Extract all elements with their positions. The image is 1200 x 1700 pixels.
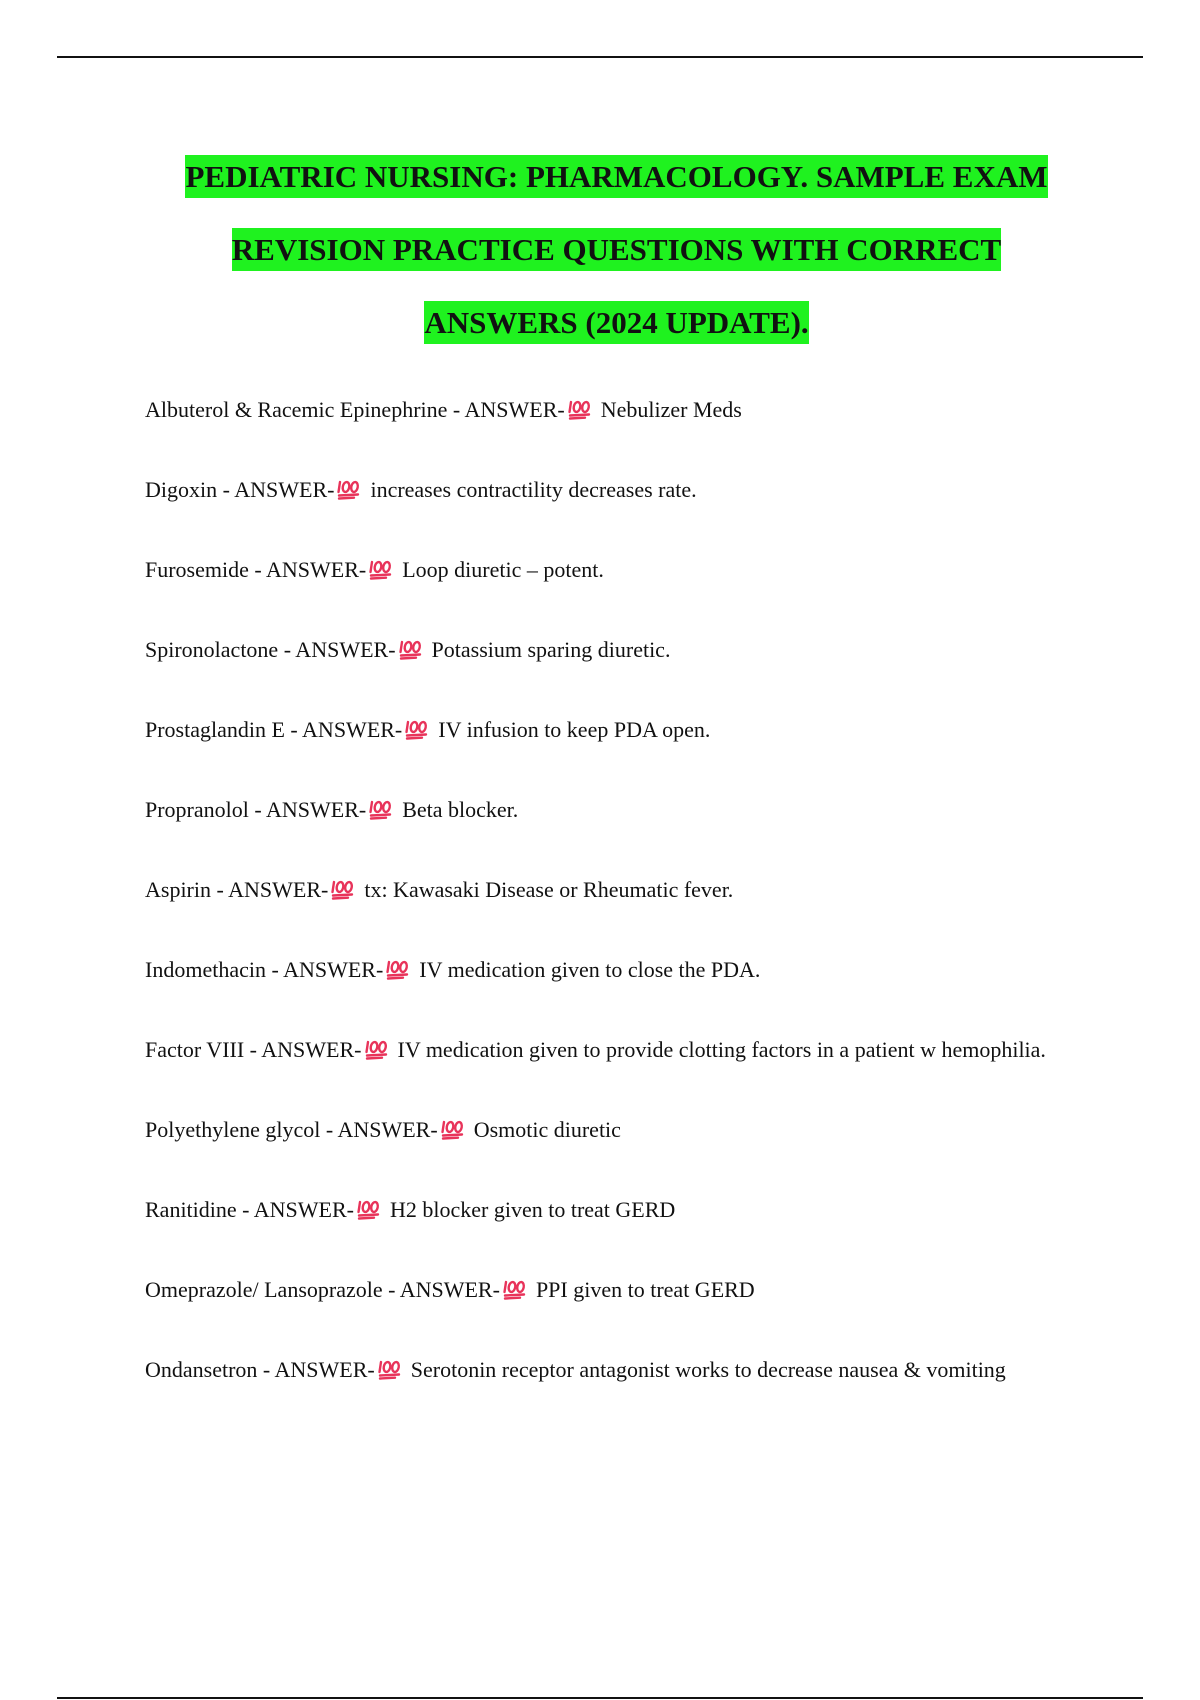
hundred-points-icon <box>336 478 362 500</box>
hundred-points-icon <box>567 398 593 420</box>
answer-text: Loop diuretic – potent. <box>402 557 604 582</box>
qa-item <box>145 380 1088 440</box>
bottom-rule <box>57 1697 1143 1699</box>
title-line: REVISION PRACTICE QUESTIONS WITH CORRECT <box>100 213 1133 286</box>
question-text: Albuterol & Racemic Epinephrine - ANSWER- <box>145 397 565 422</box>
qa-item <box>145 1100 1088 1160</box>
hundred-points-icon <box>385 958 411 980</box>
qa-item <box>145 1180 1088 1240</box>
qa-item <box>145 700 1088 760</box>
question-text: Ondansetron - ANSWER- <box>145 1357 375 1382</box>
qa-item <box>145 1260 1088 1320</box>
qa-item <box>145 460 1088 520</box>
question-text: Furosemide - ANSWER- <box>145 557 367 582</box>
qa-item <box>145 940 1088 1000</box>
answer-text: increases contractility decreases rate. <box>370 477 697 502</box>
title-line: PEDIATRIC NURSING: PHARMACOLOGY. SAMPLE EXAM <box>100 140 1133 213</box>
qa-item <box>145 860 1088 920</box>
answer-text: IV infusion to keep PDA open. <box>438 717 711 742</box>
qa-item <box>145 780 1088 840</box>
answer-text: H2 blocker given to treat GERD <box>389 1197 676 1222</box>
question-text: Digoxin - ANSWER- <box>145 477 335 502</box>
title-line: ANSWERS (2024 UPDATE). <box>100 286 1133 359</box>
answer-text: IV medication given to provide clotting factors in a patient w hemophilia. <box>397 1037 1046 1062</box>
answer-text: PPI given to treat GERD <box>535 1277 755 1302</box>
answer-text: Potassium sparing diuretic. <box>431 637 671 662</box>
qa-item <box>145 1020 1088 1080</box>
hundred-points-icon <box>440 1118 466 1140</box>
hundred-points-icon <box>330 878 356 900</box>
question-text: Factor VIII - ANSWER- <box>145 1037 362 1062</box>
hundred-points-icon <box>398 638 424 660</box>
answer-text: tx: Kawasaki Disease or Rheumatic fever. <box>364 877 734 902</box>
qa-list <box>145 380 1088 1420</box>
hundred-points-icon <box>356 1198 382 1220</box>
answer-text: IV medication given to close the PDA. <box>419 957 761 982</box>
document-title <box>100 140 1133 359</box>
hundred-points-icon <box>368 558 394 580</box>
question-text: Polyethylene glycol - ANSWER- <box>145 1117 438 1142</box>
question-text: Omeprazole/ Lansoprazole - ANSWER- <box>145 1277 500 1302</box>
top-rule <box>57 56 1143 58</box>
hundred-points-icon <box>502 1278 528 1300</box>
answer-text: Beta blocker. <box>402 797 519 822</box>
answer-text: Nebulizer Meds <box>600 397 742 422</box>
question-text: Indomethacin - ANSWER- <box>145 957 384 982</box>
question-text: Aspirin - ANSWER- <box>145 877 329 902</box>
question-text: Propranolol - ANSWER- <box>145 797 367 822</box>
answer-text: Osmotic diuretic <box>473 1117 621 1142</box>
hundred-points-icon <box>368 798 394 820</box>
answer-text: Serotonin receptor antagonist works to decrease nausea & vomiting <box>410 1357 1006 1382</box>
qa-item <box>145 540 1088 600</box>
question-text: Ranitidine - ANSWER- <box>145 1197 354 1222</box>
question-text: Spironolactone - ANSWER- <box>145 637 396 662</box>
qa-item <box>145 1340 1088 1400</box>
qa-item <box>145 620 1088 680</box>
hundred-points-icon <box>364 1038 390 1060</box>
hundred-points-icon <box>404 718 430 740</box>
hundred-points-icon <box>377 1358 403 1380</box>
question-text: Prostaglandin E - ANSWER- <box>145 717 403 742</box>
